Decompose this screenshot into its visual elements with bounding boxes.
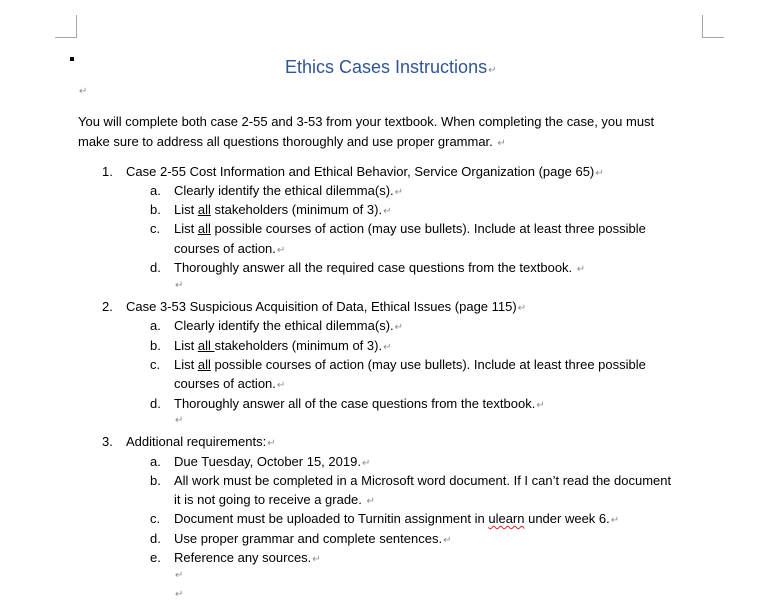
sub-item-text: List all possible courses of action (may use bullets). Include at least three possible: [174, 221, 646, 236]
sub-item-letter: b.: [150, 202, 161, 217]
sub-item-letter: b.: [150, 473, 161, 488]
sub-item-letter: d.: [150, 531, 161, 546]
sub-item-letter: d.: [150, 260, 161, 275]
intro-line-1: You will complete both case 2-55 and 3-53 from your textbook. When completing the case, you must: [78, 114, 655, 129]
sub-item-letter: c.: [150, 221, 161, 236]
sub-item-continuation: it is not going to receive a grade. ↵: [174, 492, 375, 507]
sub-item-text: Use proper grammar and complete sentences.↵: [174, 531, 452, 546]
sub-item-letter: c.: [150, 357, 161, 372]
sub-item-letter: c.: [150, 511, 161, 526]
sub-item-text: Document must be uploaded to Turnitin assignment in ulearn under week 6.↵: [174, 511, 620, 526]
intro-paragraph: [78, 112, 718, 154]
sub-item-text: All work must be completed in a Microsoft word document. If I can’t read the document: [174, 473, 672, 488]
sub-item-text: Thoroughly answer all the required case questions from the textbook. ↵: [174, 260, 586, 275]
sub-item-letter: b.: [150, 338, 161, 353]
sub-item-letter: a.: [150, 318, 161, 333]
sub-item-text: Thoroughly answer all of the case questions from the textbook.↵: [174, 396, 545, 411]
list-item-number: 2.: [102, 299, 113, 314]
sub-item-text: Due Tuesday, October 15, 2019.↵: [174, 454, 371, 469]
sub-item-continuation: courses of action.↵: [174, 241, 286, 256]
sub-item-letter: a.: [150, 183, 161, 198]
sub-item-text: List all stakeholders (minimum of 3).↵: [174, 338, 392, 353]
anchor-marker: [70, 57, 74, 61]
intro-line-2: make sure to address all questions thoroughly and use proper grammar. ↵: [78, 134, 506, 149]
sub-item-continuation: courses of action.↵: [174, 376, 286, 391]
sub-item-letter: e.: [150, 550, 161, 565]
paragraph-mark: ↵: [175, 415, 184, 426]
list-item-text: Additional requirements:↵: [126, 434, 276, 449]
sub-item-text: Clearly identify the ethical dilemma(s).↵: [174, 183, 404, 198]
sub-item-text: List all stakeholders (minimum of 3).↵: [174, 202, 392, 217]
page-title: Ethics Cases Instructions↵: [285, 57, 497, 77]
sub-item-text: List all possible courses of action (may use bullets). Include at least three possible: [174, 357, 646, 372]
sub-item-text: Clearly identify the ethical dilemma(s).↵: [174, 318, 404, 333]
list-item-text: Case 3-53 Suspicious Acquisition of Data, Ethical Issues (page 115)↵: [126, 299, 527, 314]
paragraph-mark: ↵: [175, 570, 184, 581]
paragraph-mark: ↵: [79, 86, 88, 97]
sub-item-letter: a.: [150, 454, 161, 469]
sub-item-letter: d.: [150, 396, 161, 411]
list-item-text: Case 2-55 Cost Information and Ethical Behavior, Service Organization (page 65)↵: [126, 164, 604, 179]
spellcheck-word[interactable]: ulearn: [488, 511, 525, 526]
list-item-number: 3.: [102, 434, 113, 449]
paragraph-mark: ↵: [175, 589, 184, 600]
list-item-number: 1.: [102, 164, 113, 179]
sub-item-text: Reference any sources.↵: [174, 550, 321, 565]
paragraph-mark: ↵: [175, 280, 184, 291]
